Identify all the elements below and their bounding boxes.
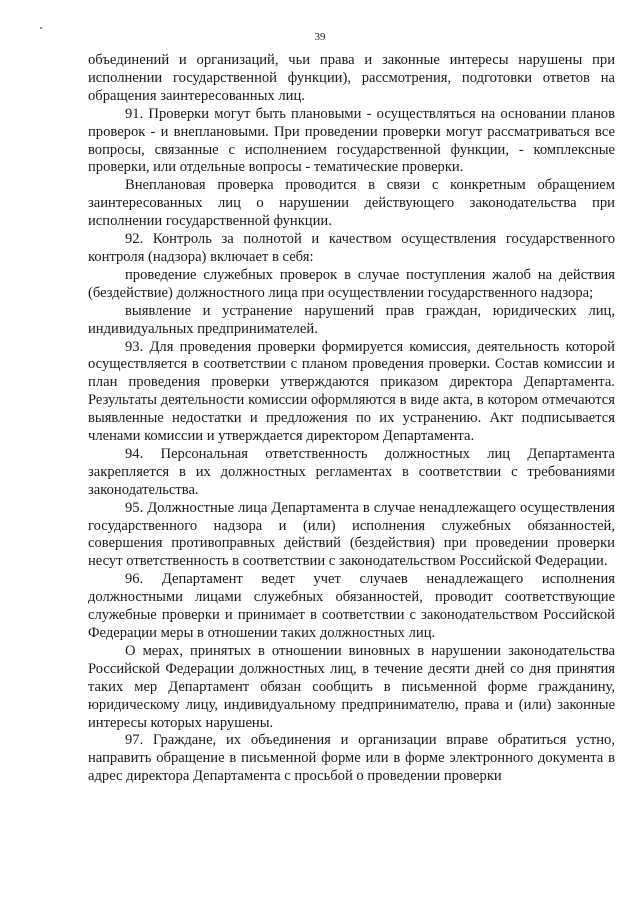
paragraph-96: 96. Департамент ведет учет случаев ненадлежащего исполнения должностными лицами служебных обязанностей, проводит соответствующие служебные проверки и принимает в соответствии с законодательством Российской Федерации меры в отношении таких должностных лиц. — [88, 571, 615, 641]
document-body — [88, 52, 615, 786]
paragraph-96-measures: О мерах, принятых в отношении виновных в нарушении законодательства Российской Федерации должностных лиц, в течение десяти дней со дня принятия таких мер Департамент обязан сообщить в письменной форме гражданину, юридическому лицу, индивидуальному предпринимателю, права и (или) законные интересы которых нарушены. — [88, 642, 615, 731]
paragraph-94: 94. Персональная ответственность должностных лиц Департамента закрепляется в их должностных регламентах в соответствии с требованиями законодательства. — [88, 445, 615, 498]
paragraph-continuation: объединений и организаций, чьи права и законные интересы нарушены при исполнении государственной функции), рассмотрения, подготовки ответов на обращения заинтересованных лиц. — [88, 52, 615, 104]
scan-artifact-dot — [40, 27, 42, 29]
paragraph-91-unplanned: Внеплановая проверка проводится в связи с конкретным обращением заинтересованных лиц о нарушении действующего законодательства при исполнении государственной функции. — [88, 177, 615, 230]
paragraph-95: 95. Должностные лица Департамента в случае ненадлежащего осуществления государственного надзора и (или) исполнения служебных обязанностей, совершения противоправных действий (бездействия) при проведении проверки несут ответственность в соответствии с законодательством Российской Федерации. — [88, 499, 615, 570]
paragraph-92-item-2: выявление и устранение нарушений прав граждан, юридических лиц, индивидуальных предпринимателей. — [88, 302, 615, 337]
paragraph-97: 97. Граждане, их объединения и организации вправе обратиться устно, направить обращение в письменной форме или в форме электронного документа в адрес директора Департамента с просьбой о проведении проверки — [88, 732, 615, 785]
page-number: 39 — [314, 31, 326, 43]
paragraph-91: 91. Проверки могут быть плановыми - осуществляться на основании планов проверок - и внеплановыми. При проведении проверки могут рассматриваться все вопросы, связанные с исполнением государственной функции, - комплексные проверки, или отдельные вопросы - тематические проверки. — [88, 105, 615, 176]
paragraph-93: 93. Для проведения проверки формируется комиссия, деятельность которой осуществляется в соответствии с планом проведения проверки. Состав комиссии и план проведения проверки утверждаются приказом директора Департамента. Результаты деятельности комиссии оформляются в виде акта, в котором отмечаются выявленные недостатки и предложения по их устранению. Акт подписывается членами комиссии и утверждается директором Департамента. — [88, 338, 615, 445]
paragraph-92-item-1: проведение служебных проверок в случае поступления жалоб на действия (бездействие) должностного лица при осуществлении государственного надзора; — [88, 266, 615, 301]
paragraph-92: 92. Контроль за полнотой и качеством осуществления государственного контроля (надзора) включает в себя: — [88, 231, 615, 265]
